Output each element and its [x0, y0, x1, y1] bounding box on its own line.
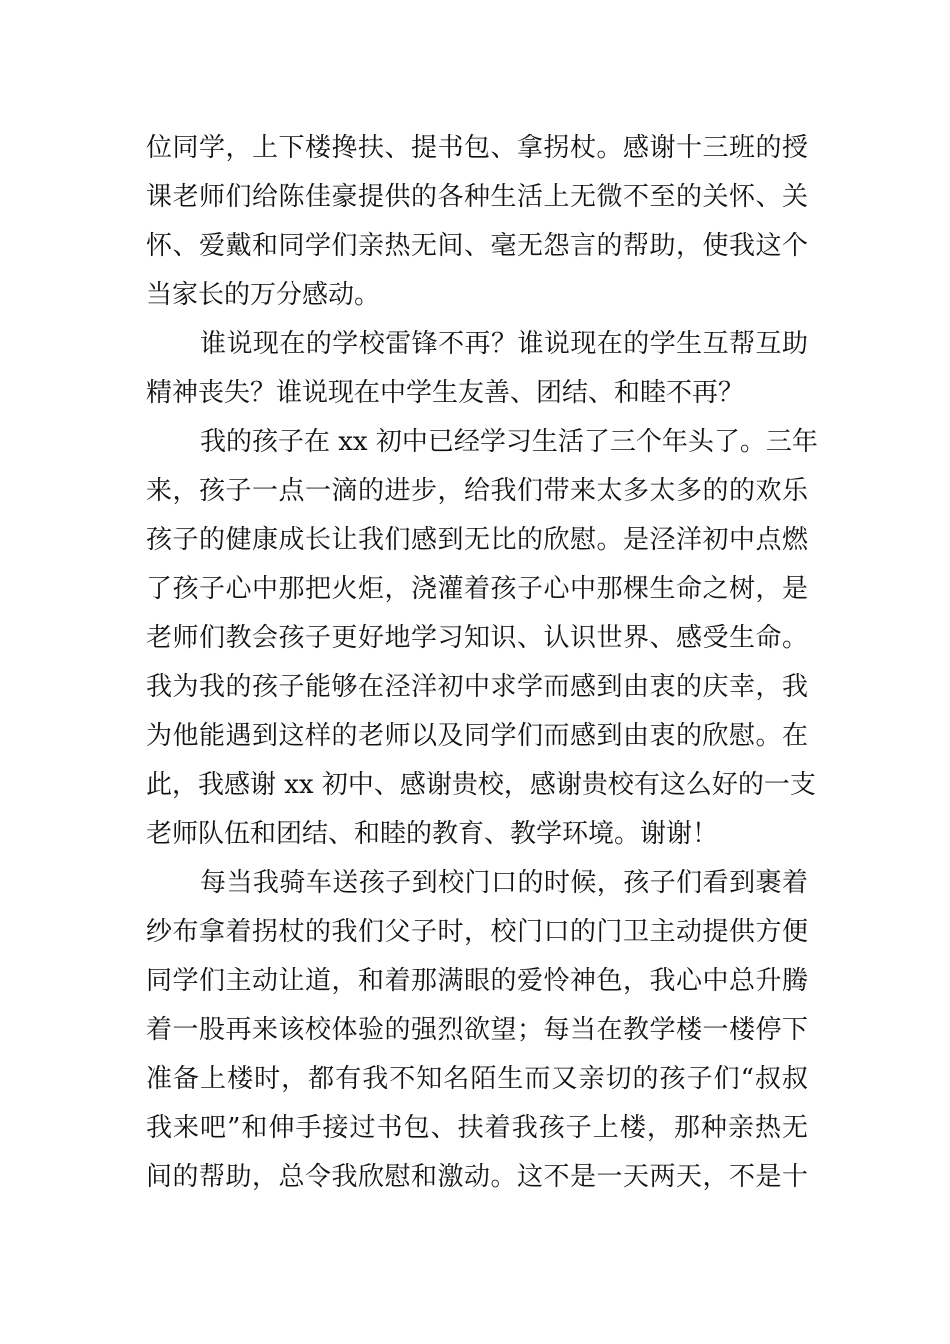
text-line: 怀、爱戴和同学们亲热无间、毫无怨言的帮助，使我这个 [146, 231, 808, 261]
text-line: 精神丧失？谁说现在中学生友善、团结、和睦不再？ [146, 378, 745, 408]
text-line: 每当我骑车送孩子到校门口的时候，孩子们看到裹着 [200, 868, 808, 898]
document-body [146, 124, 818, 1202]
text-line: 我为我的孩子能够在泾洋初中求学而感到由衷的庆幸，我 [146, 672, 808, 702]
text-line: 着一股再来该校体验的强烈欲望；每当在教学楼一楼停下 [146, 1015, 808, 1045]
text-line: 准备上楼时，都有我不知名陌生而又亲切的孩子们“叔叔 [146, 1064, 808, 1094]
text-line: 课老师们给陈佳豪提供的各种生活上无微不至的关怀、关 [146, 182, 808, 212]
text-line: 纱布拿着拐杖的我们父子时，校门口的门卫主动提供方便 [146, 917, 808, 947]
text-line: 此，我感谢 xx 初中、感谢贵校，感谢贵校有这么好的一支 [146, 770, 816, 800]
text-line: 来，孩子一点一滴的进步，给我们带来太多太多的的欢乐 [146, 476, 808, 506]
text-line: 了孩子心中那把火炬，浇灌着孩子心中那棵生命之树，是 [146, 574, 808, 604]
text-line: 谁说现在的学校雷锋不再？谁说现在的学生互帮互助 [200, 329, 808, 359]
text-line: 当家长的万分感动。 [146, 280, 381, 310]
text-line: 为他能遇到这样的老师以及同学们而感到由衷的欣慰。在 [146, 721, 808, 751]
text-line: 同学们主动让道，和着那满眼的爱怜神色，我心中总升腾 [146, 966, 808, 996]
text-line: 我来吧”和伸手接过书包、扶着我孩子上楼，那种亲热无 [146, 1113, 808, 1143]
text-line: 我的孩子在 xx 初中已经学习生活了三个年头了。三年 [200, 427, 818, 457]
text-line: 老师队伍和团结、和睦的教育、教学环境。谢谢！ [146, 819, 719, 849]
text-line: 间的帮助，总令我欣慰和激动。这不是一天两天，不是十 [146, 1162, 808, 1192]
text-line: 孩子的健康成长让我们感到无比的欣慰。是泾洋初中点燃 [146, 525, 808, 555]
text-line: 位同学，上下楼搀扶、提书包、拿拐杖。感谢十三班的授 [146, 133, 808, 163]
text-line: 老师们教会孩子更好地学习知识、认识世界、感受生命。 [146, 623, 808, 653]
